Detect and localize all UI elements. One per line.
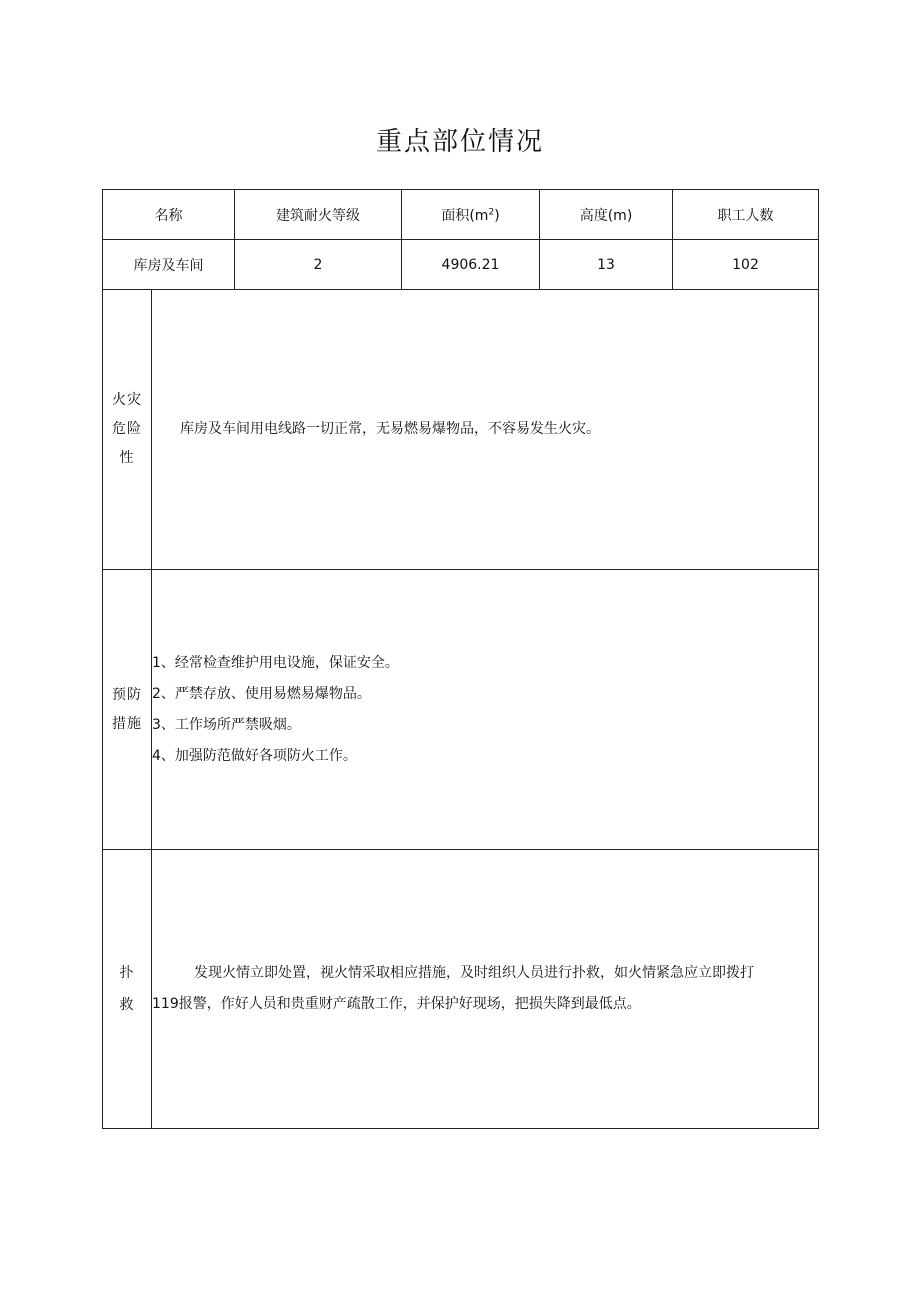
- prevention-item: 3、工作场所严禁吸烟。: [152, 716, 301, 733]
- fire-danger-text: 库房及车间用电线路一切正常，无易燃易爆物品，不容易发生火灾。: [180, 421, 600, 437]
- prevention-content: [152, 570, 819, 850]
- rescue-text-line-2: 119报警，作好人员和贵重财产疏散工作，并保护好现场，把损失降到最低点。: [152, 996, 641, 1012]
- rescue-content: [152, 850, 819, 1129]
- value-area: 4906.21: [402, 240, 540, 290]
- fire-danger-content: [152, 290, 819, 570]
- header-height: 高度(m): [540, 190, 673, 240]
- rescue-label: 扑 救: [103, 850, 152, 1129]
- value-fire-rating: 2: [235, 240, 402, 290]
- value-name: 库房及车间: [103, 240, 235, 290]
- header-area-sup: 2: [488, 206, 495, 217]
- fire-danger-label: 火灾 危险 性: [103, 290, 152, 570]
- prevention-item: 2、严禁存放、使用易燃易爆物品。: [152, 685, 371, 702]
- header-area-prefix: 面积(m: [441, 207, 489, 224]
- header-area: [402, 190, 540, 240]
- info-value-row: [103, 240, 819, 290]
- prevention-label: 预防 措施: [103, 570, 152, 850]
- rescue-text-line-1: 发现火情立即处置，视火情采取相应措施，及时组织人员进行扑救，如火情紧急应立即拨打: [194, 965, 754, 981]
- info-header-row: [103, 190, 819, 240]
- fire-danger-section: [102, 289, 819, 570]
- value-staff: 102: [673, 240, 819, 290]
- value-height: 13: [540, 240, 673, 290]
- rescue-section: [102, 849, 819, 1129]
- prevention-item: 1、经常检查维护用电设施，保证安全。: [152, 654, 399, 671]
- header-name: 名称: [103, 190, 235, 240]
- prevention-section: [102, 569, 819, 850]
- prevention-item: 4、加强防范做好各项防火工作。: [152, 747, 357, 764]
- page-title: 重点部位情况: [375, 127, 544, 157]
- header-fire-rating: 建筑耐火等级: [235, 190, 402, 240]
- info-table: [102, 189, 819, 290]
- header-staff: 职工人数: [673, 190, 819, 240]
- header-area-suffix: ): [494, 207, 500, 224]
